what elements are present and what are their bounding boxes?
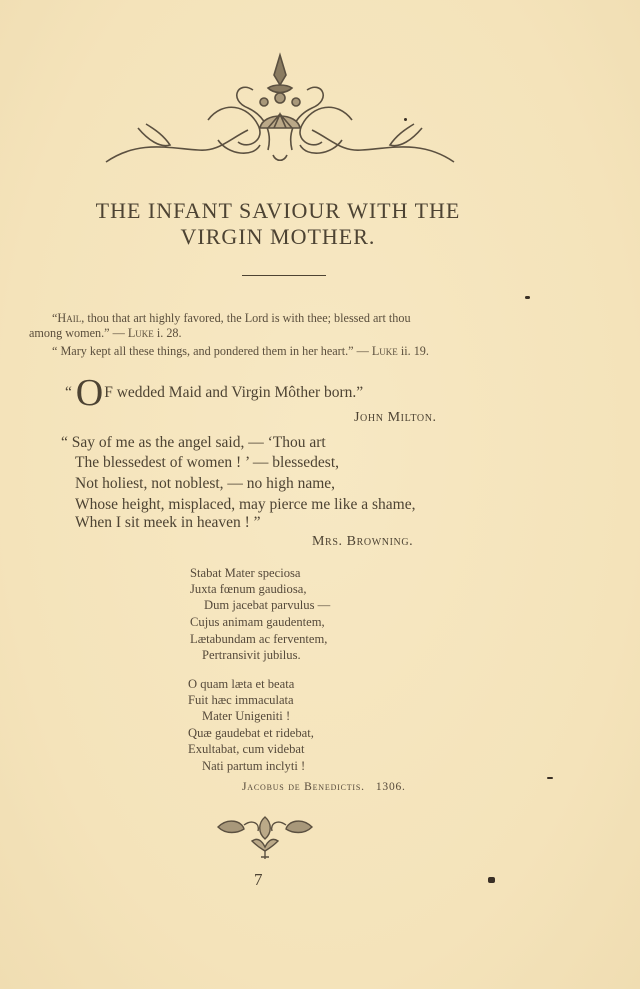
latin-line: Exultabat, cum videbat — [188, 742, 305, 756]
chapter-title — [0, 198, 556, 250]
ink-speck — [547, 777, 553, 779]
ink-speck — [404, 118, 407, 121]
browning-line-3: Not holiest, not noblest, — no high name, — [75, 475, 336, 492]
title-line-2: VIRGIN MOTHER. — [180, 224, 376, 249]
latin-line: Nati partum inclyti ! — [202, 759, 306, 773]
epigraph-1-line-2: among women.” — Luke i. 28. — [29, 326, 182, 340]
drop-cap: O — [75, 372, 104, 414]
milton-attribution: John Milton. — [354, 410, 437, 425]
page-number: 7 — [254, 870, 263, 889]
latin-line: Juxta fœnum gaudiosa, — [190, 582, 307, 596]
title-divider — [242, 275, 326, 276]
milton-quote: “ OF wedded Maid and Virgin Môther born.” — [65, 372, 364, 414]
ink-speck — [488, 877, 495, 883]
ink-speck — [525, 296, 530, 299]
browning-line-2: The blessedest of women ! ’ — blessedest, — [75, 454, 340, 471]
decorative-fleuron-icon — [214, 815, 316, 865]
latin-line: Cujus animam gaudentem, — [190, 615, 325, 629]
latin-line: Quæ gaudebat et ridebat, — [188, 726, 314, 740]
epigraph-1-line-1: “Hail, thou that art highly favored, the Lord is with thee; blessed art thou — [52, 311, 411, 325]
browning-line-5: When I sit meek in heaven ! ” — [75, 514, 261, 531]
latin-line: Lætabundam ac ferventem, — [190, 632, 328, 646]
latin-line: Stabat Mater speciosa — [190, 566, 301, 580]
browning-attribution: Mrs. Browning. — [312, 534, 414, 549]
latin-line: Dum jacebat parvulus — — [204, 598, 331, 612]
decorative-scroll-ornament-icon — [98, 50, 462, 175]
latin-line: Fuit hæc immaculata — [188, 693, 294, 707]
title-line-1: THE INFANT SAVIOUR WITH THE — [95, 198, 461, 223]
latin-line: Mater Unigeniti ! — [202, 709, 291, 723]
browning-line-1: “ Say of me as the angel said, — ‘Thou art — [61, 434, 326, 451]
browning-line-4: Whose height, misplaced, may pierce me like a shame, — [75, 496, 416, 513]
latin-line: O quam læta et beata — [188, 677, 295, 691]
stabat-attribution: Jacobus de Benedictis. 1306. — [242, 781, 406, 793]
epigraph-2: “ Mary kept all these things, and pondered them in her heart.” — Luke ii. 19. — [52, 344, 429, 358]
latin-line: Pertransivit jubilus. — [202, 648, 301, 662]
